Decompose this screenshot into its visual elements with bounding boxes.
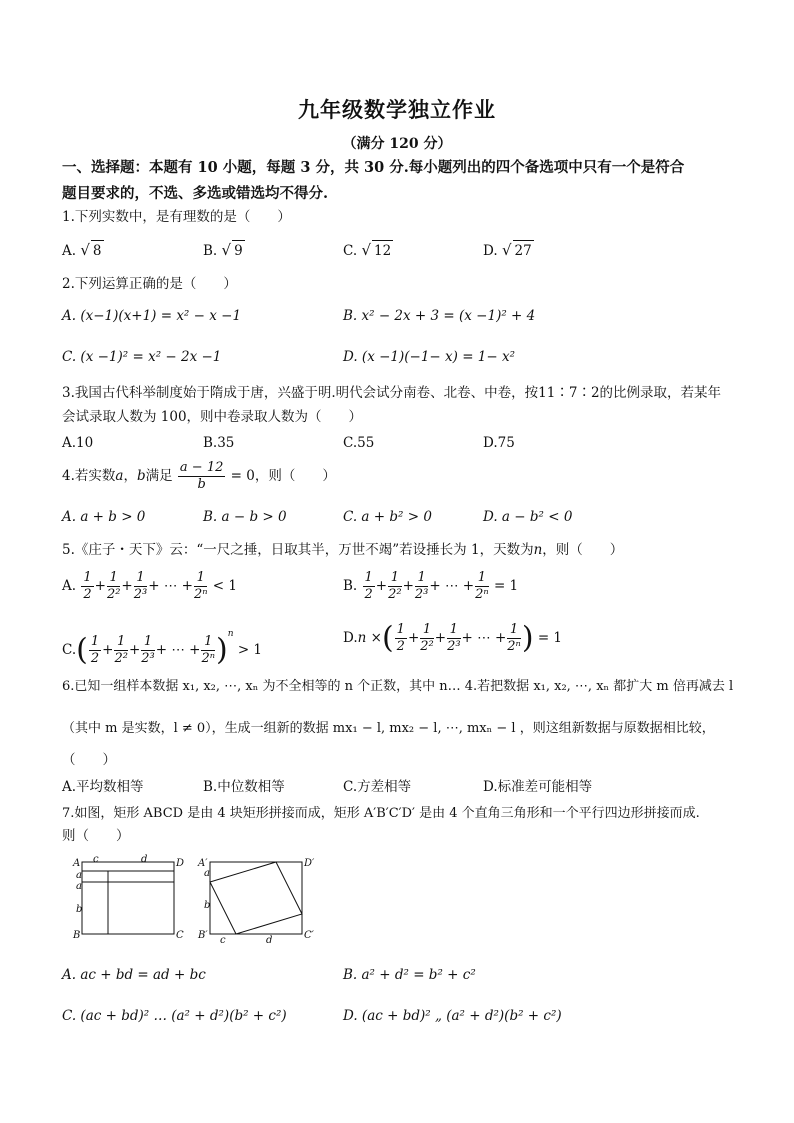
q2-option-a: A. (x−1)(x+1) = x² − x −1 [62, 308, 242, 324]
q7-option-a: A. ac + bd = ad + bc [62, 967, 206, 983]
q7-stem-line2: 则（ ） [62, 828, 130, 844]
q4-stem [62, 460, 336, 493]
q5-stem-post: ，则（ ） [542, 542, 624, 558]
sqrt-symbol: √ [501, 241, 512, 259]
label-B-prime: B′ [198, 930, 208, 941]
q4-stem-mid: 满足 [145, 468, 173, 484]
label-b: b [76, 904, 83, 915]
q6-option-b: B.中位数相等 [203, 779, 285, 795]
q4-numerator: a − 12 [179, 460, 224, 475]
section-heading-line2: 题目要求的，不选、多选或错选均不得分. [62, 185, 329, 202]
q3-option-c: C.55 [343, 435, 375, 451]
q3-stem-line1: 3.我国古代科举制度始于隋成于唐，兴盛于明.明代会试分南卷、北卷、中卷，按11∶7∶2的比例录取，若某年 [62, 385, 722, 401]
q1-a-label: A. [62, 243, 77, 259]
label-A-prime: A′ [198, 858, 208, 869]
q7-figures [68, 852, 328, 944]
q2-stem: 2.下列运算正确的是（ ） [62, 276, 237, 292]
q2-option-d: D. (x −1)(−1− x) = 1− x² [343, 349, 516, 365]
q4-option-d: D. a − b² < 0 [483, 509, 573, 525]
q7-option-b: B. a² + d² = b² + c² [343, 967, 476, 983]
q4-stem-post: = 0，则（ ） [230, 468, 336, 484]
page-subtitle: （满分 120 分） [342, 136, 452, 152]
q3-option-a: A.10 [62, 435, 94, 451]
q5-b-tail: = 1 [493, 578, 519, 594]
q6-stem-line2: （其中 m 是实数，l ≠ 0），生成一组新的数据 mx₁ − l, mx₂ − l, ⋯, mxₙ − l ，则这组新数据与原数据相比较， [62, 721, 715, 736]
q1-stem: 1.下列实数中，是有理数的是（ ） [62, 209, 291, 225]
q4-fraction [178, 460, 225, 493]
q5-b-label: B. [343, 578, 358, 594]
figure-rect-abcd [72, 854, 184, 941]
q4-option-c: C. a + b² > 0 [343, 509, 432, 525]
q6-option-d: D.标准差可能相等 [483, 779, 593, 795]
q4-var-b: b [136, 468, 146, 484]
q4-stem-pre: 4.若实数 [62, 468, 116, 484]
q5-d-pre: n × [357, 630, 382, 646]
q4-sep: ， [123, 468, 137, 484]
q3-option-d: D.75 [483, 435, 515, 451]
q5-option-a: A. $\frac{1}{2}$ + $\frac{1}{\text{2²}}$ + $\frac{1}{\text{2³}}$ + ⋯ + $\frac{1}{\text{2ⁿ}}$ < 1 [62, 570, 237, 602]
q1-c-radicand: 12 [372, 240, 393, 261]
section-heading [62, 155, 742, 207]
q3-stem-line2: 会试录取人数为 100，则中卷录取人数为（ ） [62, 409, 363, 425]
q7-option-c: C. (ac + bd)² … (a² + d²)(b² + c²) [62, 1008, 287, 1024]
q5-option-d: D.n ×( $\frac{1}{2}$ + $\frac{1}{\text{2²}}$ + $\frac{1}{\text{2³}}$ + ⋯ + $\frac{1}{\text{2ⁿ}}$ ) = 1 [343, 620, 563, 656]
label-c-prime: c [220, 935, 226, 944]
q3-option-b: B.35 [203, 435, 235, 451]
q5-a-tail: < 1 [212, 578, 237, 594]
label-c: c [93, 854, 99, 865]
q5-d-tail: = 1 [537, 630, 563, 646]
q5-var-n: n [533, 542, 543, 558]
figure-rect-a-prime [197, 858, 315, 944]
sqrt-symbol: √ [80, 241, 90, 259]
q5-c-label: C. [62, 642, 77, 658]
q1-b-radicand: 9 [232, 240, 245, 261]
label-a1: a [76, 870, 82, 881]
q5-option-b: B. $\frac{1}{2}$ + $\frac{1}{\text{2²}}$ + $\frac{1}{\text{2³}}$ + ⋯ + $\frac{1}{\text{2ⁿ}}$ = 1 [343, 570, 519, 602]
q6-option-c: C.方差相等 [343, 779, 412, 795]
label-C-prime: C′ [304, 930, 314, 941]
q4-denominator: b [197, 477, 206, 492]
q2-option-b: B. x² − 2x + 3 = (x −1)² + 4 [343, 308, 536, 324]
label-A: A [73, 858, 81, 869]
page-title: 九年级数学独立作业 [298, 97, 496, 122]
label-b-prime: b [204, 900, 211, 911]
sqrt-symbol: √ [221, 241, 232, 259]
q5-stem [62, 540, 623, 560]
q1-option-d [483, 240, 534, 261]
q4-var-a: a [115, 468, 124, 484]
label-d: d [141, 854, 148, 865]
q6-stem-line1: 6.已知一组样本数据 x₁, x₂, ⋯, xₙ 为不全相等的 n 个正数，其中 n… 4.若把数据 x₁, x₂, ⋯, xₙ 都扩大 m 倍再减去 l [62, 679, 734, 694]
section-heading-line1: 一、选择题：本题有 10 小题，每题 3 分，共 30 分.每小题列出的四个备选项中只有一个是符合 [62, 159, 685, 176]
q1-d-radicand: 27 [513, 240, 534, 261]
label-B: B [73, 930, 81, 941]
q5-c-tail: > 1 [237, 642, 263, 658]
q4-option-b: B. a − b > 0 [203, 509, 287, 525]
q1-c-label: C. [343, 243, 358, 259]
label-a-prime: a [204, 868, 210, 879]
label-C: C [176, 930, 184, 941]
q1-option-c [343, 240, 393, 261]
q5-d-label: D. [343, 630, 358, 646]
q7-stem-line1: 7.如图，矩形 ABCD 是由 4 块矩形拼接而成，矩形 A′B′C′D′ 是由 4 个直角三角形和一个平行四边形拼接而成. [62, 806, 700, 821]
q5-a-label: A. [62, 578, 77, 594]
label-D: D [176, 858, 185, 869]
q1-b-label: B. [203, 243, 218, 259]
q6-stem-line3: （ ） [62, 752, 116, 768]
q5-stem-text: 5.《庄子・天下》云：“一尺之捶，日取其半，万世不竭”若设捶长为 1，天数为 [62, 542, 534, 558]
q4-option-a: A. a + b > 0 [62, 509, 146, 525]
q1-d-label: D. [483, 243, 498, 259]
q2-option-c: C. (x −1)² = x² − 2x −1 [62, 349, 222, 365]
q6-option-a: A.平均数相等 [62, 779, 144, 795]
q1-option-a [62, 240, 104, 261]
q1-a-radicand: 8 [91, 240, 104, 261]
q7-option-d: D. (ac + bd)² „ (a² + d²)(b² + c²) [343, 1008, 562, 1024]
q1-option-b [203, 240, 245, 261]
q5-option-c: C.( $\frac{1}{2}$ + $\frac{1}{\text{2²}}$ + $\frac{1}{\text{2³}}$ + ⋯ + $\frac{1}{\text{2ⁿ}}$ )$^n$ > 1 [62, 629, 263, 668]
label-a2: a [76, 881, 82, 892]
sqrt-symbol: √ [361, 241, 371, 259]
label-d-prime: d [266, 935, 273, 944]
label-D-prime: D′ [304, 858, 315, 869]
